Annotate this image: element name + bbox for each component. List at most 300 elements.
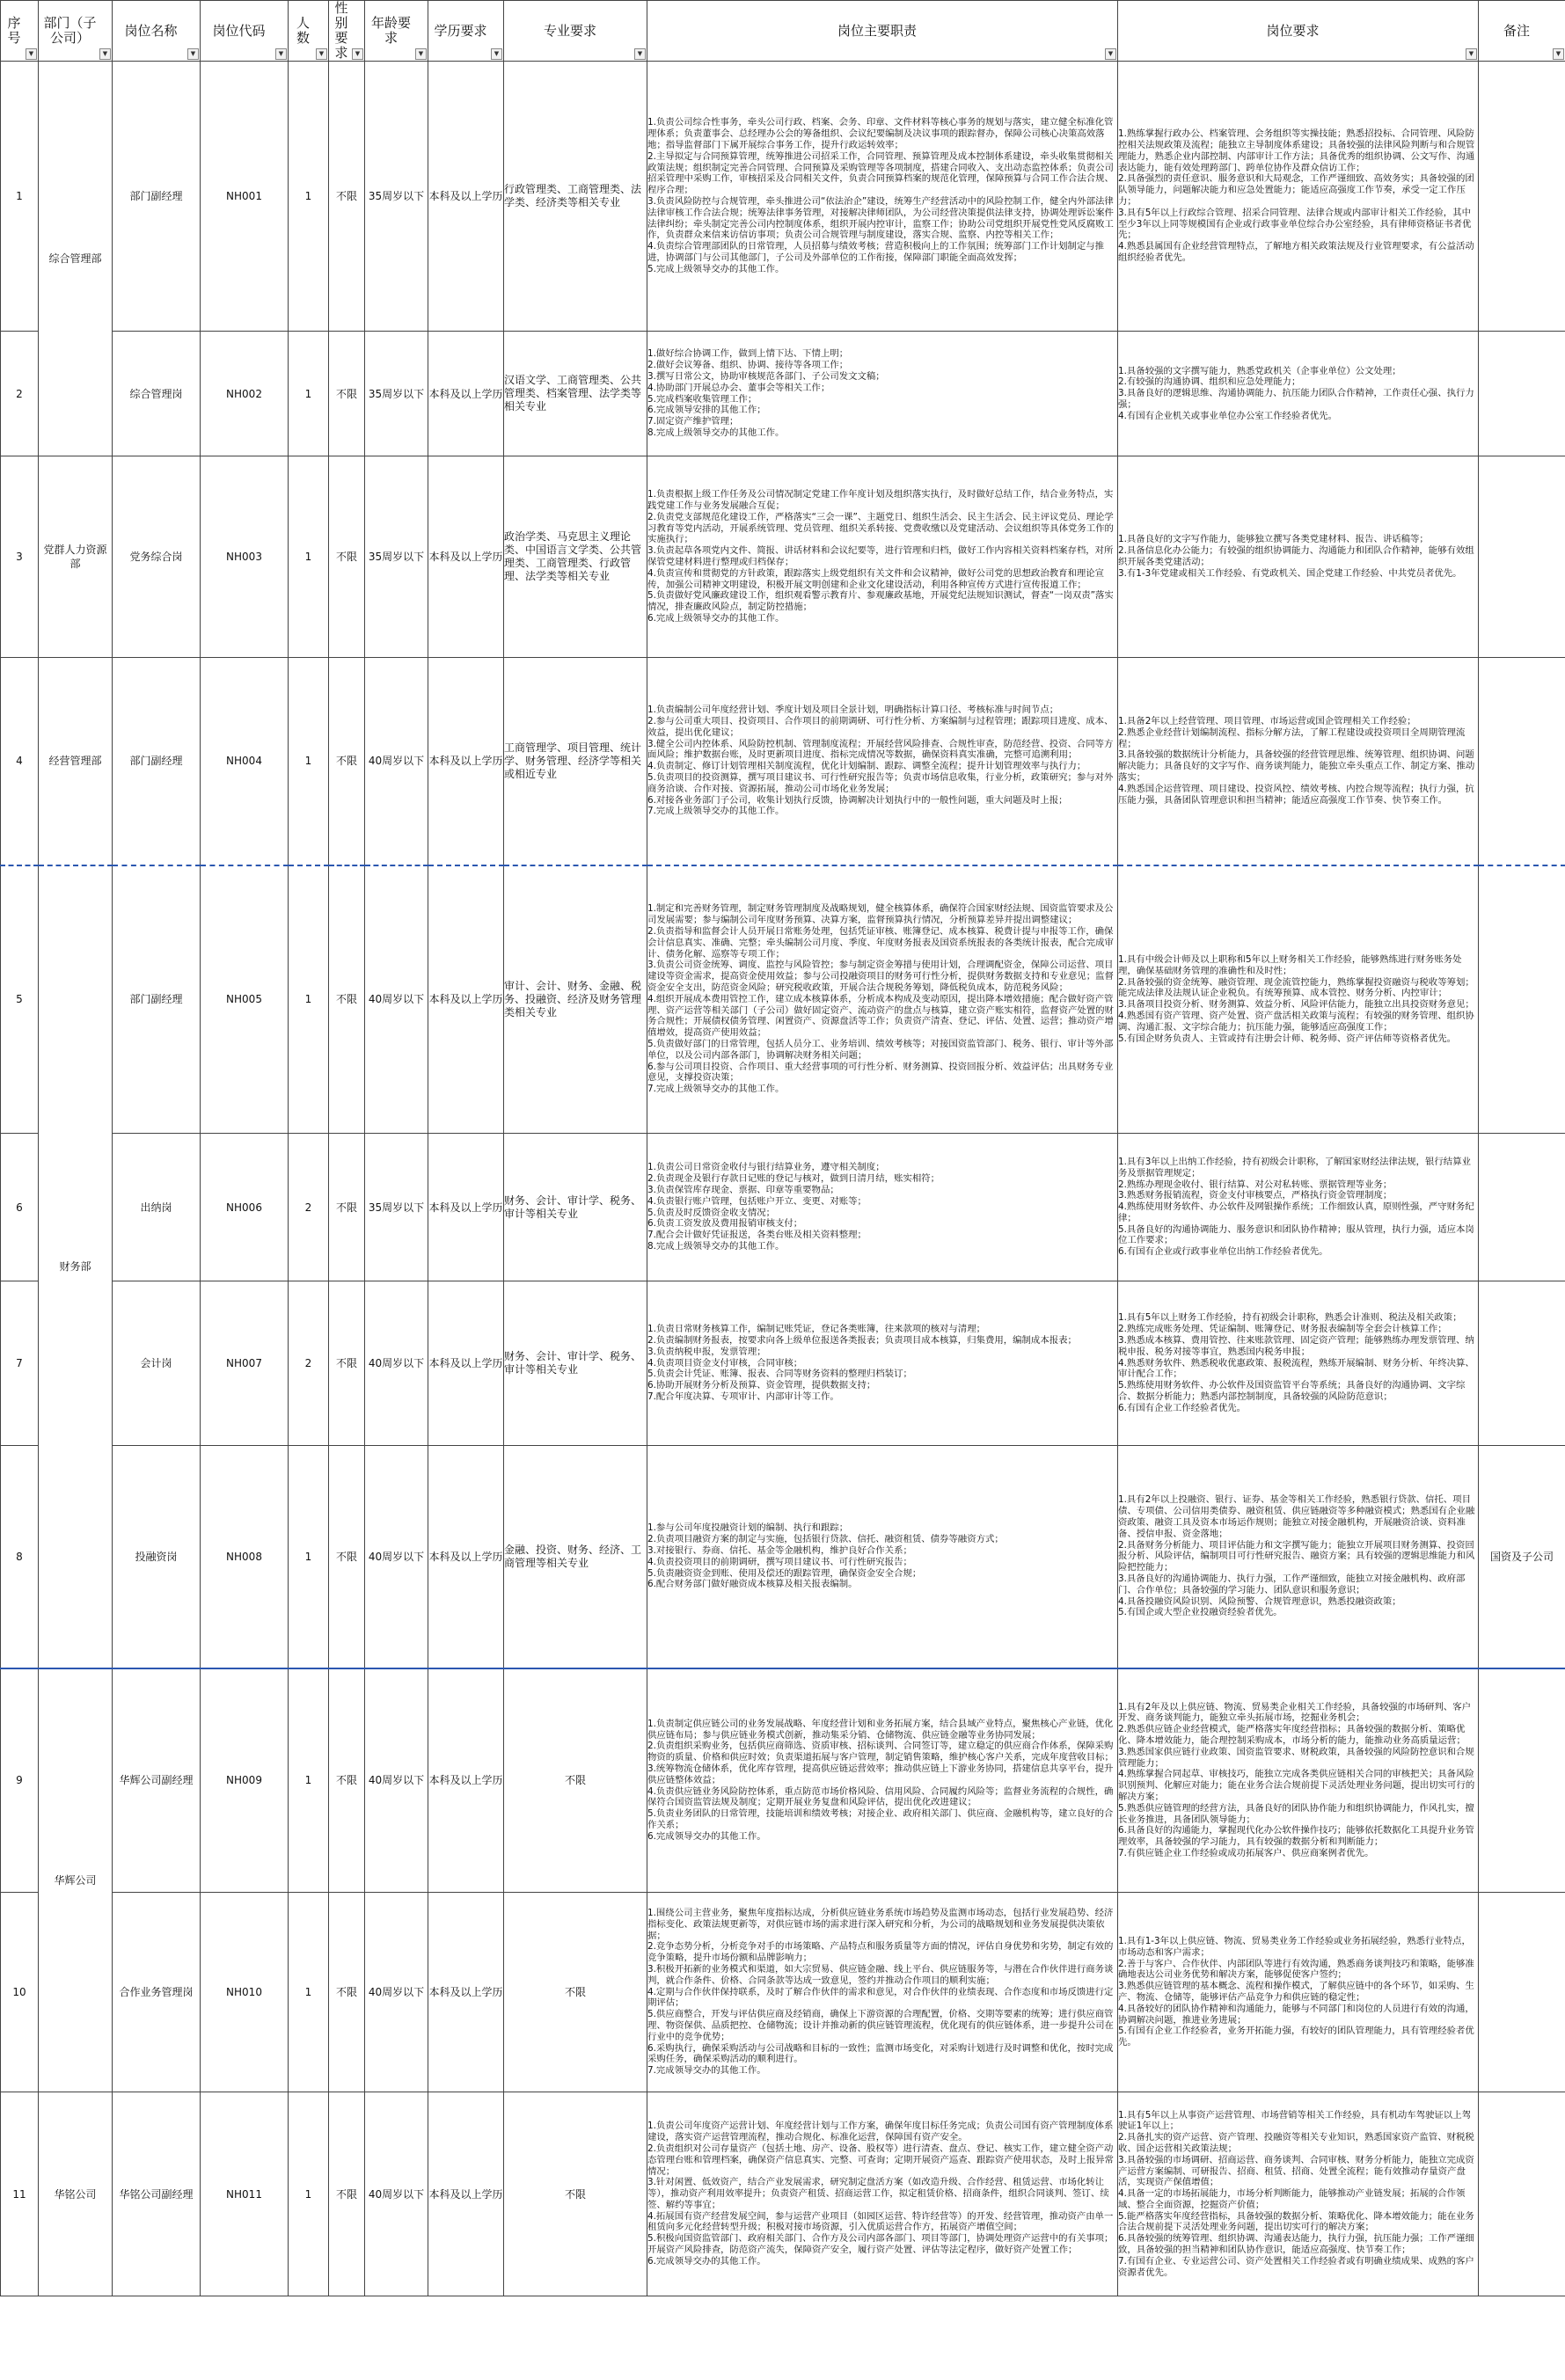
requirement-line: 1.熟练掌握行政办公、档案管理、会务组织等实操技能；熟悉招投标、合同管理、风险防控相关法规政策及流程；能独立主导制度体系建设；具备较强的法律风险判断与和合规管理能力，熟悉企业内部控制、内部审计工作方法；具备优秀的组织协调、公文写作、沟通表达能力，能有效处理跨部门、跨单位协作及群众信访工作； xyxy=(1118,128,1475,173)
filter-dropdown-icon[interactable]: ▼ xyxy=(187,48,199,60)
cell-duties xyxy=(647,332,1118,456)
duty-line: 3.撰写日常公文，协助审核规范各部门、子公司发文文稿； xyxy=(647,370,885,382)
cell-headcount: 1 xyxy=(289,1893,329,2092)
col-header-label: 岗位名称 xyxy=(124,22,178,39)
requirement-line: 6.具备良好的沟通能力，掌握现代化办公软件操作技巧；能够依托数据化工具提升业务管理效率，具备较强的学习能力，具有较强的数据分析和判断能力； xyxy=(1118,1825,1474,1848)
col-header-reqs xyxy=(1118,1,1479,62)
col-header-age xyxy=(365,1,428,62)
duty-line: 6.负责工资发放及费用报销审核支付； xyxy=(647,1218,803,1230)
duty-line: 2.负责指导和监督会计人员开展日常账务处理，包括凭证审核、账簿登记、成本核算、税费计提与申报等工作，确保会计信息真实、准确、完整；牵头编制公司月度、季度、年度财务报表及国资系统报表的各类统计报表，配合完成审计、债务化解、巡察等专项工作； xyxy=(647,926,1114,960)
duty-line: 3.针对闲置、低效资产，结合产业发展需求，研究制定盘活方案（如改造升级、合作经营、租赁运营、市场化转让等），推动资产利用效率提升；负责资产租赁、招商运营工作，拟定租赁价格、招商条件，组织合同谈判、签订、续签、解约等事宜； xyxy=(647,2177,1109,2210)
requirement-line: 6.有国有企业工作经验者优先。 xyxy=(1118,1402,1246,1413)
cell-position-name: 华铭公司副经理 xyxy=(113,2092,201,2296)
duty-line: 3.负责风险防控与合规管理，牵头推进公司“依法治企”建设，统筹生产经营活动中的风险控制工作，健全内外部法律法律审核工作合法合规；统筹法律事务管理，对接解决律师团队，为公司经营决策提供法律支持，协调处理诉讼案件法律纠纷；牵头制定完善公司内控制度体系，组织开展内控审计，监察工作；协助公司党组织开展党性党风反腐败工作，负责群众来信来访信访事项；负责公司合规管理与制度建设，落实合规、监察、内控等相关工作； xyxy=(647,196,1114,241)
table-body xyxy=(1,62,1565,2296)
col-header-no xyxy=(1,1,39,62)
cell-age: 40周岁以下 xyxy=(365,2092,428,2296)
col-header-duties xyxy=(647,1,1118,62)
cell-department: 华辉公司 xyxy=(39,1668,113,2092)
col-header-count xyxy=(289,1,329,62)
cell-position-name: 投融资岗 xyxy=(113,1446,201,1668)
duty-line: 2.主导拟定与合同预算管理，统筹推进公司招采工作，合同管理、预算管理及成本控制体系建设，牵头收集贯彻相关政策法规；组织制定完善合同管理、合同预算及采购管理等各项制度，搭建合同收入、支出动态监控体系；负责公司招采管理中采购工作，审核招采及合同相关文件，负责合同预算档案的规范化管理，保障预算与合同工作合法合规、程序合理； xyxy=(647,150,1114,196)
requirement-line: 4.熟悉财务软件、熟悉税收优惠政策、报税流程，熟练开展编制、财务分析、年终决算、审计配合工作； xyxy=(1118,1357,1474,1380)
cell-department: 华铭公司 xyxy=(39,2092,113,2296)
requirement-line: 1.具有中级会计师及以上职称和5年以上财务相关工作经验，能够熟练进行财务账务处理，确保基础财务管理的准确性和及时性； xyxy=(1118,954,1462,976)
cell-headcount: 1 xyxy=(289,1446,329,1668)
requirement-line: 2.善于与客户、合作伙伴、内部团队等进行有效沟通，熟悉商务谈判技巧和策略，能够准确地表达公司业务优势和解决方案，能够促使客户签约； xyxy=(1118,1958,1474,1981)
header-row xyxy=(1,1,1565,62)
duty-line: 4.负责宣传和贯彻党的方针政策，跟踪落实上级党组织有关文件和会议精神，做好公司党的思想政治教育和理论宣传，加强公司精神文明建设，积极开展文明创建和企业文化建设活动，利用各种宣传方式进行宣传报道工作； xyxy=(647,567,1105,590)
duty-line: 1.负责公司综合性事务，牵头公司行政、档案、会务、印章、文件材料等核心事务的规划与落实，建立健全标准化管理体系；负责董事会、总经理办公会的筹备组织、会议纪要编制及决议事项的跟踪督办，保障公司核心决策高效落地；指导监督部门下属开展综合事务工作，提升行政运转效率； xyxy=(647,117,1114,151)
duty-line: 6.完成领导交办的其他工作。 xyxy=(647,2255,766,2267)
duty-line: 6.协助开展财务分析及预算、资金管理，提供数据支持； xyxy=(647,1380,876,1391)
duty-line: 5.积极向国资监管部门、政府相关部门、合作方及公司内部各部门、项目等部门，协调处理资产运营中的有关事项；开展资产风险排查，防范资产流失，保障资产安全，履行资产处置、评估等法定程序，做好资产处置工作； xyxy=(647,2233,1114,2256)
duty-line: 2.负责编制财务报表，按要求向各上级单位报送各类报表；负责项目成本核算，归集费用，编制成本报表； xyxy=(647,1335,1077,1346)
requirement-line: 2.具备强烈的责任意识、服务意识和大局观念，工作严谨细致、高效务实；具备较强的团队领导能力，问题解决能力和应急处置能力；能适应高强度工作节奏，承受一定工作压力； xyxy=(1118,173,1474,207)
requirement-line: 1.具备较强的文字撰写能力，熟悉党政机关（企事业单位）公文处理； xyxy=(1118,365,1401,376)
cell-position-code: NH002 xyxy=(201,332,289,456)
cell-major: 不限 xyxy=(504,2092,647,2296)
filter-dropdown-icon[interactable]: ▼ xyxy=(1105,48,1116,60)
requirement-line: 3.具备较强的数据统计分析能力，具备较强的经营管理思维、统筹管理、组织协调、问题解决能力；具备良好的文字写作、商务谈判能力，能独立牵头重点工作、制定方案、推动落实； xyxy=(1118,749,1475,784)
col-header-gender xyxy=(329,1,365,62)
duty-line: 7.完成领导交办的其他工作。 xyxy=(647,2065,766,2077)
table-row xyxy=(1,62,1565,332)
col-header-label: 人数 xyxy=(296,15,310,46)
requirement-line: 7.有国有企业、专业运营公司、资产处置相关工作经验者或有明确业绩成果、成熟的客户资源者优先。 xyxy=(1118,2255,1474,2278)
duty-line: 3.负责纳税申报，发票管理； xyxy=(647,1346,766,1357)
cell-duties xyxy=(647,456,1118,658)
requirement-line: 3.具备项目投资分析、财务测算、效益分析、风险评估能力，能独立出具投资财务意见； xyxy=(1118,999,1474,1011)
duty-line: 5.负责会计凭证、账簿、报表、合同等财务资料的整理归档装订； xyxy=(647,1369,912,1380)
cell-education: 本科及以上学历 xyxy=(428,332,504,456)
cell-major: 政治学类、马克思主义理论类、中国语言文学类、公共管理类、工商管理类、行政管理、法学类等相关专业 xyxy=(504,456,647,658)
cell-headcount: 1 xyxy=(289,2092,329,2296)
requirement-line: 5.有国有企业工作经验者，业务开拓能力强，有较好的团队管理能力，具有管理经验者优先。 xyxy=(1118,2026,1474,2048)
cell-requirements xyxy=(1118,1446,1479,1668)
col-header-label: 专业要求 xyxy=(543,22,596,39)
col-header-label: 性别要求 xyxy=(334,0,348,61)
requirement-line: 4.熟悉国有资产管理、资产处置、资产盘活相关政策与流程；有较强的财务管理、组织协调、沟通汇报、文字综合能力；抗压能力强，能够适应高强度工作； xyxy=(1118,1011,1474,1033)
filter-dropdown-icon[interactable]: ▼ xyxy=(99,48,111,60)
requirement-line: 2.具备较强的资金统筹、融资管理、现金流管控能力，熟练掌握投资融资与税收等筹划；能完成法律及法规认证企业税负。有统筹预算、成本管控、财务分析、内控审计； xyxy=(1118,976,1474,999)
table-row xyxy=(1,1281,1565,1446)
table-row xyxy=(1,332,1565,456)
duty-line: 1.负责制定供应链公司的业务发展战略、年度经营计划和业务拓展方案，结合县域产业特点，聚焦核心产业链，优化供应链布局；参与供应链业务模式创新，推动集采分销、仓储物流、供应链金融等业务协同发展； xyxy=(647,1718,1114,1741)
table-row xyxy=(1,1893,1565,2092)
requirement-line: 1.具有2年以上投融资、银行、证券、基金等相关工作经验，熟悉银行贷款、信托、项目债、专项债、公司信用类债券、融资租赁、供应链融资等多种融资模式；熟悉国有企业融资政策、融资工具及资本市场运作规则；能独立对接金融机构，开展融资洽谈、资料准备、授信申报、资金落地； xyxy=(1118,1494,1475,1539)
duty-line: 4.负责供应链业务风险防控体系，重点防范市场价格风险、信用风险、合同履约风险等；监督业务流程的合规性，确保符合国资监管法规及制度；定期开展业务复盘和风险评估，提出优化改进建议； xyxy=(647,1785,1114,1808)
requirement-line: 6.有国有企业或行政事业单位出纳工作经验者优先。 xyxy=(1118,1246,1328,1258)
col-header-label: 部门（子公司） xyxy=(43,15,97,46)
duty-line: 7.完成上级领导交办的其他工作。 xyxy=(647,806,785,817)
cell-department: 党群人力资源部 xyxy=(39,456,113,658)
cell-position-code: NH003 xyxy=(201,456,289,658)
duty-line: 2.负责组织采购业务，包括供应商筛选、资质审核、招标谈判、合同签订等，建立稳定的供应商合作体系，保障采购物资的质量、价格和供应时效；负责渠道拓展与客户管理，制定销售策略，维护核心客户关系，完成年度营收目标； xyxy=(647,1741,1114,1763)
duty-line: 6.参与公司项目投资、合作项目、重大经营事项的可行性分析、财务测算、投资回报分析、效益评估；出具财务专业意见，支撑投资决策； xyxy=(647,1061,1114,1084)
cell-major: 财务、会计、审计学、税务、审计等相关专业 xyxy=(504,1134,647,1281)
cell-position-name: 部门副经理 xyxy=(113,658,201,865)
duty-line: 3.积极开拓新的业务模式和渠道，如大宗贸易、供应链金融、线上平台、供应链服务等，与潜在合作伙伴进行商务谈判，就合作条件、价格、合同条款等达成一致意见，签约并推动合作项目的顺利实施； xyxy=(647,1964,1114,1986)
col-header-label: 序号 xyxy=(7,15,21,46)
cell-education: 本科及以上学历 xyxy=(428,62,504,332)
duty-line: 5.负责业务团队的日常管理，技能培训和绩效考核；对接企业、政府相关部门、供应商、金融机构等，建立良好的合作关系； xyxy=(647,1808,1114,1831)
requirement-line: 4.熟悉国企运营管理、项目建设、投资风控、绩效考核、内控合规等流程；执行力强，抗压能力强，具备团队管理意识和担当精神；能适应高强度工作节奏、快节奏工作。 xyxy=(1118,783,1474,806)
col-header-edu xyxy=(428,1,504,62)
duty-line: 2.负责组织对公司存量资产（包括土地、房产、设备、股权等）进行清查、盘点、登记、核实工作，建立健全资产动态管理台账和管理档案，确保资产信息真实、完整、可查询；定期开展资产巡查、跟踪资产使用状态，及时上报异常情况； xyxy=(647,2143,1114,2177)
duty-line: 4.负责综合管理部团队的日常管理，人员招募与绩效考核；营造积极向上的工作氛围；统筹部门工作计划制定与推进，协调部门与公司其他部门，子公司及外部单位的工作衔接，保障部门职能全面高效发挥； xyxy=(647,241,1105,263)
requirement-line: 3.熟悉供应链管理的基本概念、流程和操作模式，了解供应链中的各个环节，如采购、生产、物流、仓储等，能够评估产品竞争力和供应链的稳定性； xyxy=(1118,1981,1474,2003)
cell-requirements xyxy=(1118,1893,1479,2092)
duty-line: 4.定期与合作伙伴保持联系，及时了解合作伙伴的需求和意见，对合作伙伴的业绩表现、合作态度和市场反馈进行定期评估； xyxy=(647,1986,1114,2009)
cell-no: 5 xyxy=(1,865,39,1134)
duty-line: 4.负责制定、修订计划管理相关制度流程，优化计划编制、跟踪、调整全流程；提升计划管理效率与执行力； xyxy=(647,761,1086,772)
cell-age: 40周岁以下 xyxy=(365,1281,428,1446)
requirement-line: 2.熟悉供应链企业经营模式，能严格落实年度经营指标；具备较强的数据分析、策略优化、降本增效能力，能合理控制采购成本，市场分析的能力，能推动业务高质量运营； xyxy=(1118,1724,1466,1747)
cell-age: 35周岁以下 xyxy=(365,456,428,658)
requirement-line: 3.具有5年以上行政综合管理、招采合同管理、法律合规或内部审计相关工作经验，其中至少3年以上同等规模国有企业或行政事业单位综合办公室经验，具有律师资格证书者优先； xyxy=(1118,207,1472,241)
cell-duties xyxy=(647,1893,1118,2092)
filter-dropdown-icon[interactable]: ▼ xyxy=(634,48,646,60)
cell-gender: 不限 xyxy=(329,865,365,1134)
duty-line: 1.做好综合协调工作，做到上情下达、下情上明； xyxy=(647,348,849,360)
cell-requirements xyxy=(1118,1134,1479,1281)
cell-gender: 不限 xyxy=(329,1668,365,1893)
filter-dropdown-icon[interactable]: ▼ xyxy=(415,48,427,60)
col-header-label: 学历要求 xyxy=(434,22,487,39)
filter-dropdown-icon[interactable]: ▼ xyxy=(26,48,37,60)
duty-line: 5.供应商整合，开发与评估供应商及经销商，确保上下游资源的合理配置，价格、交期等要素的统筹；进行供应商管理、物资保供、品质把控、仓储物流；设计并推动新的供应链管理流程，优化现有的供应链体系，进一步提升公司在行业中的竞争优势； xyxy=(647,2009,1114,2042)
cell-no: 4 xyxy=(1,658,39,865)
duty-line: 3.负责保管库存现金、票据、印章等重要物品； xyxy=(647,1184,839,1195)
requirement-line: 2.熟练完成账务处理、凭证编制、账簿登记、财务报表编制等全套会计核算工作； xyxy=(1118,1324,1447,1335)
cell-requirements xyxy=(1118,332,1479,456)
duty-line: 6.配合财务部门做好融资成本核算及相关报表编制。 xyxy=(647,1579,858,1590)
duty-line: 1.参与公司年度投融资计划的编制、执行和跟踪； xyxy=(647,1522,849,1534)
cell-requirements xyxy=(1118,456,1479,658)
requirement-line: 1.具有3年以上出纳工作经验，持有初级会计职称，了解国家财经法律法规，银行结算业务及票据管理规定； xyxy=(1118,1156,1471,1179)
cell-department: 财务部 xyxy=(39,865,113,1668)
cell-department: 综合管理部 xyxy=(39,62,113,456)
duty-line: 4.组织开展成本费用管控工作，建立成本核算体系，分析成本构成及变动原因，提出降本增效措施；配合做好资产管理、资产运营等相关部门（子公司）做好固定资产、流动资产的盘点与核算，建立资产账实相符，监督资产处置的财务合规性；开展债权债务管理、闲置资产、资源盘活等工作；负责资产清查、登记、评估、处置、运营；推动资产增值增效，提高资产使用效益； xyxy=(647,993,1114,1039)
cell-position-name: 党务综合岗 xyxy=(113,456,201,658)
cell-requirements xyxy=(1118,658,1479,865)
requirement-line: 4.具备一定的市场拓展能力，市场分析判断能力，能够推动产业链发展；拓展的合作领域、整合全面资源，挖掘资产价值； xyxy=(1118,2188,1466,2210)
col-header-dept xyxy=(39,1,113,62)
cell-duties xyxy=(647,2092,1118,2296)
requirement-line: 6.具备较强的统筹管理、组织协调、沟通表达能力，执行力强，抗压能力强；工作严谨细致，具备较强的担当精神和团队协作意识，能适应高强度、快节奏工作； xyxy=(1118,2233,1474,2256)
requirement-line: 3.熟悉财务报销流程，资金支付审核要点，严格执行资金管理制度； xyxy=(1118,1190,1393,1201)
requirement-line: 1.具有5年以上财务工作经验，持有初级会计职称，熟悉会计准则、税法及相关政策； xyxy=(1118,1312,1462,1324)
cell-note xyxy=(1479,1134,1565,1281)
cell-position-code: NH005 xyxy=(201,865,289,1134)
cell-position-code: NH007 xyxy=(201,1281,289,1446)
col-header-spec xyxy=(504,1,647,62)
cell-position-name: 合作业务管理岗 xyxy=(113,1893,201,2092)
duty-line: 1.负责编制公司年度经营计划、季度计划及项目全景计划，明确指标计算口径、考核标准与时间节点； xyxy=(647,705,1059,716)
requirement-line: 1.具有5年以上从事资产运营管理、市场营销等相关工作经验，具有机动车驾驶证以上驾驶证1年以上； xyxy=(1118,2109,1471,2132)
cell-no: 8 xyxy=(1,1446,39,1668)
requirement-line: 5.熟练使用财务软件、办公软件及国资监管平台等系统；具备良好的沟通协调、文字综合、数据分析能力；熟悉内部控制制度，具备较强的风险防范意识； xyxy=(1118,1380,1466,1402)
cell-headcount: 1 xyxy=(289,658,329,865)
cell-gender: 不限 xyxy=(329,658,365,865)
cell-position-code: NH004 xyxy=(201,658,289,865)
duty-line: 5.负责做好部门的日常管理，包括人员分工、业务培训、绩效考核等；对接国资监管部门、税务、银行、审计等外部单位，以及公司内部各部门，协调解决财务相关问题； xyxy=(647,1039,1114,1061)
cell-note xyxy=(1479,658,1565,865)
duty-line: 1.制定和完善财务管理，制定财务管理制度及战略规划，健全核算体系，确保符合国家财经法规、国资监管要求及公司发展需要；参与编制公司年度财务预算、决算方案，监督预算执行情况，分析预算差异并提出调整建议； xyxy=(647,903,1114,926)
cell-department: 经营管理部 xyxy=(39,658,113,865)
duty-line: 6.完成领导交办的其他工作。 xyxy=(647,1830,766,1842)
cell-position-name: 部门副经理 xyxy=(113,865,201,1134)
duty-line: 6.对接各业务部门子公司，收集计划执行反馈，协调解决计划执行中的一般性问题，重大问题及时上报； xyxy=(647,794,1068,806)
cell-education: 本科及以上学历 xyxy=(428,1281,504,1446)
requirement-line: 2.具备扎实的资产运营、资产管理、投融资等相关专业知识，熟悉国家资产监管、财税税收、国企运营相关政策法规； xyxy=(1118,2132,1474,2154)
cell-duties xyxy=(647,1281,1118,1446)
cell-position-code: NH001 xyxy=(201,62,289,332)
duty-line: 1.负责根据上级工作任务及公司情况制定党建工作年度计划及组织落实执行，及时做好总结工作，结合业务特点，实践党建工作与业务发展融合互促； xyxy=(647,489,1114,512)
cell-duties xyxy=(647,1446,1118,1668)
cell-education: 本科及以上学历 xyxy=(428,865,504,1134)
cell-no: 3 xyxy=(1,456,39,658)
cell-education: 本科及以上学历 xyxy=(428,456,504,658)
cell-age: 40周岁以下 xyxy=(365,1446,428,1668)
duty-line: 3.健全公司内控体系、风险防控机制、管理制度流程；开展经营风险排查、合规性审查，防范经营、投资、合同等方面风险；维护数据台账，及时更新项目进度、指标完成情况等数据，确保资料真实准确，完整可追溯利用； xyxy=(647,738,1114,761)
requirement-line: 2.熟练办理现金收付、银行结算、对公对私转账、票据管理等业务； xyxy=(1118,1179,1393,1190)
duty-line: 2.竞争态势分析，分析竞争对手的市场策略、产品特点和服务质量等方面的情况，评估自身优势和劣势，制定有效的竞争策略，提升市场份额和品牌影响力； xyxy=(647,1941,1114,1964)
duty-line: 1.负责日常财务核算工作，编制记账凭证，登记各类账簿，往来款项的核对与清理； xyxy=(647,1324,985,1335)
cell-no: 6 xyxy=(1,1134,39,1281)
requirement-line: 4.具备投融资风险识别、风险预警、合规管理意识，熟悉投融资政策； xyxy=(1118,1595,1401,1607)
cell-duties xyxy=(647,865,1118,1134)
cell-note xyxy=(1479,456,1565,658)
col-header-label: 备注 xyxy=(1503,22,1530,39)
duty-line: 5.完成档案收集管理工作； xyxy=(647,393,757,405)
cell-age: 40周岁以下 xyxy=(365,1668,428,1893)
cell-major: 工商管理学、项目管理、统计学、财务管理、经济学等相关或相近专业 xyxy=(504,658,647,865)
cell-requirements xyxy=(1118,865,1479,1134)
cell-education: 本科及以上学历 xyxy=(428,2092,504,2296)
duty-line: 7.完成上级领导交办的其他工作。 xyxy=(647,1084,785,1095)
cell-age: 40周岁以下 xyxy=(365,865,428,1134)
table-row xyxy=(1,658,1565,865)
cell-headcount: 1 xyxy=(289,865,329,1134)
duty-line: 8.完成上级领导交办的其他工作。 xyxy=(647,1240,785,1252)
requirement-line: 3.具备良好的逻辑思维、沟通协调能力、抗压能力团队合作精神，工作责任心强、执行力强； xyxy=(1118,388,1474,410)
requirement-line: 2.具备财务分析能力、项目评估能力和文字撰写能力；能独立开展项目财务测算、投资回报分析、风险评估，编制项目可行性研究报告、融资方案；具有较强的逻辑思维能力和风险把控能力； xyxy=(1118,1539,1475,1573)
duty-line: 5.负责及时反馈资金收支情况； xyxy=(647,1207,775,1218)
cell-gender: 不限 xyxy=(329,1281,365,1446)
cell-note xyxy=(1479,1281,1565,1446)
cell-requirements xyxy=(1118,2092,1479,2296)
cell-note: 国资及子公司 xyxy=(1479,1446,1565,1668)
cell-gender: 不限 xyxy=(329,62,365,332)
cell-major: 汉语文学、工商管理类、公共管理类、档案管理、法学类等相关专业 xyxy=(504,332,647,456)
duty-line: 5.负责做好党风廉政建设工作，组织观看警示教育片、参观廉政基地，开展党纪法规知识测试，督查“一岗双责”落实情况，排查廉政风险点，制定防控措施； xyxy=(647,590,1114,613)
cell-no: 2 xyxy=(1,332,39,456)
cell-requirements xyxy=(1118,62,1479,332)
cell-note xyxy=(1479,62,1565,332)
duty-line: 7.固定资产维护管理； xyxy=(647,416,739,427)
requirement-line: 5.有国企财务负责人、主管或持有注册会计师、税务师、资产评估师等资格者优先。 xyxy=(1118,1033,1456,1044)
cell-requirements xyxy=(1118,1281,1479,1446)
cell-education: 本科及以上学历 xyxy=(428,1446,504,1668)
requirement-line: 1.具有1-3年以上供应链、物流、贸易类业务工作经验或业务拓展经验，熟悉行业特点，市场动态和客户需求； xyxy=(1118,1936,1471,1958)
requirement-line: 3.具备良好的沟通协调能力、执行力强，工作严谨细致，能独立对接金融机构、政府部门、合作单位；具备较强的学习能力、团队意识和服务意识； xyxy=(1118,1573,1466,1595)
cell-gender: 不限 xyxy=(329,332,365,456)
duty-line: 2.做好会议筹备、组织、协调、接待等各项工作； xyxy=(647,360,849,371)
table-row xyxy=(1,1446,1565,1668)
cell-headcount: 1 xyxy=(289,456,329,658)
duty-line: 4.拓展国有资产经营发展空间，参与运营产业项目（如园区运营、特许经营等）的开发、经营管理，推动资产由单一租赁向多元化经营转型升级；积极对接市场资源，引入优质运营合作方，拓展资产增值空间； xyxy=(647,2210,1114,2233)
requirement-line: 1.具备良好的文字写作能力，能够独立撰写各类党建材料、报告、讲话稿等； xyxy=(1118,534,1429,545)
duty-line: 7.配合会计做好凭证报送，各类台账及相关资料整理； xyxy=(647,1230,867,1241)
cell-age: 40周岁以下 xyxy=(365,658,428,865)
table-row xyxy=(1,1134,1565,1281)
requirement-line: 4.熟练使用财务软件、办公软件及网银操作系统；工作细致认真，原则性强，严守财务纪律； xyxy=(1118,1201,1474,1223)
cell-no: 10 xyxy=(1,1893,39,2092)
duty-line: 4.负责银行账户管理，包括账户开立、变更、对账等； xyxy=(647,1195,867,1207)
cell-education: 本科及以上学历 xyxy=(428,1668,504,1893)
duty-line: 2.负责现金及银行存款日记账的登记与核对，做到日清月结，账实相符； xyxy=(647,1173,940,1185)
duty-line: 6.完成领导安排的其他工作； xyxy=(647,405,766,416)
cell-position-code: NH010 xyxy=(201,1893,289,2092)
cell-headcount: 1 xyxy=(289,62,329,332)
cell-position-code: NH006 xyxy=(201,1134,289,1281)
requirement-line: 4.熟练掌握合同起草、审核技巧，能独立完成各类供应链相关合同的审核把关；具备风险识别预判、化解应对能力；能在业务合法合规前提下灵活处理业务问题，提出切实可行的解决方案； xyxy=(1118,1769,1475,1803)
cell-gender: 不限 xyxy=(329,456,365,658)
cell-position-code: NH008 xyxy=(201,1446,289,1668)
requirement-line: 1.具备2年以上经营管理、项目管理、市场运营或国企管理相关工作经验； xyxy=(1118,716,1416,727)
col-header-label: 年龄要求 xyxy=(370,15,411,46)
cell-no: 11 xyxy=(1,2092,39,2296)
cell-position-name: 华辉公司副经理 xyxy=(113,1668,201,1893)
cell-no: 1 xyxy=(1,62,39,332)
cell-age: 35周岁以下 xyxy=(365,332,428,456)
filter-dropdown-icon[interactable]: ▼ xyxy=(1466,48,1477,60)
duty-line: 6.采购执行，确保采购活动与公司战略和目标的一致性；监测市场变化，对采购计划进行及时调整和优化，按时完成采购任务，确保采购活动的顺利进行。 xyxy=(647,2042,1114,2065)
cell-headcount: 1 xyxy=(289,332,329,456)
cell-education: 本科及以上学历 xyxy=(428,1134,504,1281)
cell-duties xyxy=(647,658,1118,865)
cell-no: 9 xyxy=(1,1668,39,1893)
filter-dropdown-icon[interactable]: ▼ xyxy=(1553,48,1564,60)
duty-line: 6.完成上级领导交办的其他工作。 xyxy=(647,612,785,624)
requirement-line: 5.能严格落实年度经营指标，具备较强的数据分析、策略优化、降本增效能力；能在业务合法合规前提下灵活处理业务问题，提出切实可行的解决方案； xyxy=(1118,2210,1474,2233)
requirement-line: 1.具有2年及以上供应链、物流、贸易类企业相关工作经验，具备较强的市场研判、客户开发、商务谈判能力，能独立牵头拓展市场，挖掘业务机会； xyxy=(1118,1701,1471,1724)
requirement-line: 3.具备较强的市场调研、招商运营、商务谈判、合同审核、财务分析能力，能独立完成资产运营方案编制、可研报告、招商、租赁、招商、处置全流程；能有效推动存量资产盘活，实现资产保值增值； xyxy=(1118,2154,1474,2188)
cell-headcount: 1 xyxy=(289,1668,329,1893)
cell-position-name: 部门副经理 xyxy=(113,62,201,332)
requirement-line: 5.具备良好的沟通协调能力、服务意识和团队协作精神；服从管理，执行力强，适应本岗位工作要求； xyxy=(1118,1223,1474,1246)
filter-dropdown-icon[interactable]: ▼ xyxy=(316,48,327,60)
cell-age: 35周岁以下 xyxy=(365,62,428,332)
duty-line: 1.围绕公司主营业务，聚焦年度指标达成，分析供应链业务系统市场趋势及监测市场动态，包括行业发展趋势、经济指标变化、政策法规更新等，对供应链市场的需求进行深入研究和分析，为公司的战略规划和业务发展提供决策依据； xyxy=(647,1908,1114,1941)
cell-note xyxy=(1479,332,1565,456)
table-row xyxy=(1,865,1565,1134)
cell-requirements xyxy=(1118,1668,1479,1893)
cell-headcount: 2 xyxy=(289,1134,329,1281)
duty-line: 2.参与公司重大项目、投资项目、合作项目的前期调研、可行性分析、方案编制与过程管理；跟踪项目进度、成本、效益，提出优化建议； xyxy=(647,716,1114,738)
cell-major: 不限 xyxy=(504,1668,647,1893)
duty-line: 3.负责公司资金统筹、调度、监控与风险管控；参与制定资金筹措与使用计划，合理调配资金，保障公司运营、项目建设等资金需求，提高资金使用效益；参与公司投融资项目的财务可行性分析，提供财务数据支持和专业意见；监督资金安全支出，防范资金风险；研究税收政策，开展合法合规税务筹划，降低税负成本，防范税务风险； xyxy=(647,960,1114,994)
table-row xyxy=(1,2092,1565,2296)
cell-duties xyxy=(647,62,1118,332)
col-header-code xyxy=(201,1,289,62)
duty-line: 1.负责公司年度资产运营计划、年度经营计划与工作方案，确保年度目标任务完成；负责公司国有资产管理制度体系建设，落实资产运营管理流程，推动合规化、标准化运营，保障国有资产安全。 xyxy=(647,2121,1114,2143)
duty-line: 2.负责党支部规范化建设工作，严格落实“三会一课”、主题党日、组织生活会、民主生活会、民主评议党员、理论学习教育等党内活动，开展系统管理、党员管理、组织关系转接、党费收缴以及党建活动、会议组织等具体党务工作的实施执行； xyxy=(647,511,1114,545)
filter-dropdown-icon[interactable]: ▼ xyxy=(491,48,502,60)
cell-position-name: 会计岗 xyxy=(113,1281,201,1446)
cell-gender: 不限 xyxy=(329,2092,365,2296)
cell-note xyxy=(1479,1668,1565,1893)
cell-no: 7 xyxy=(1,1281,39,1446)
duty-line: 4.负责投资项目的前期调研，撰写项目建议书、可行性研究报告； xyxy=(647,1556,912,1567)
requirement-line: 3.有1-3年党建或相关工作经验、有党政机关、国企党建工作经验、中共党员者优先。 xyxy=(1118,567,1462,579)
requirement-line: 2.具备信息化办公能力；有较强的组织协调能力、沟通能力和团队合作精神，能够有效组织开展各类党建活动； xyxy=(1118,545,1474,567)
filter-dropdown-icon[interactable]: ▼ xyxy=(352,48,363,60)
cell-position-name: 综合管理岗 xyxy=(113,332,201,456)
duty-line: 5.完成上级领导交办的其他工作。 xyxy=(647,263,785,274)
requirement-line: 2.熟悉企业经营计划编制流程、指标分解方法，了解工程建设或投资项目全周期管理流程； xyxy=(1118,726,1466,749)
duty-line: 5.负责项目的投资测算，撰写项目建议书、可行性研究报告等；负责市场信息收集，行业分析，政策研究；参与对外商务洽谈、合作对接、资源拓展，推动公司市场化业务发展； xyxy=(647,772,1114,794)
cell-note xyxy=(1479,865,1565,1134)
cell-major: 财务、会计、审计学、税务、审计等相关专业 xyxy=(504,1281,647,1446)
cell-education: 本科及以上学历 xyxy=(428,658,504,865)
duty-line: 1.负责公司日常资金收付与银行结算业务，遵守相关制度； xyxy=(647,1162,885,1173)
requirement-line: 3.熟悉国家供应链行业政策、国资监管要求、财税政策，具备较强的风险防控意识和合规管理能力； xyxy=(1118,1746,1474,1769)
cell-gender: 不限 xyxy=(329,1446,365,1668)
cell-major: 行政管理类、工商管理类、法学类、经济类等相关专业 xyxy=(504,62,647,332)
requirement-line: 2.有较强的沟通协调、组织和应急处理能力； xyxy=(1118,376,1301,388)
cell-note xyxy=(1479,1893,1565,2092)
table-row xyxy=(1,456,1565,658)
cell-position-code: NH011 xyxy=(201,2092,289,2296)
cell-education: 本科及以上学历 xyxy=(428,1893,504,2092)
col-header-label: 岗位主要职责 xyxy=(837,22,917,39)
cell-headcount: 2 xyxy=(289,1281,329,1446)
cell-age: 40周岁以下 xyxy=(365,1893,428,2092)
table-row xyxy=(1,1668,1565,1893)
requirement-line: 7.有供应链企业工作经验或成功拓展客户、供应商案例者优先。 xyxy=(1118,1848,1374,1859)
cell-major: 不限 xyxy=(504,1893,647,2092)
requirement-line: 3.熟悉成本核算、费用管控、往来账款管理、固定资产管理；能够熟练办理发票管理、纳税申报、税务对接等事宜，熟悉国内税务申报； xyxy=(1118,1335,1474,1357)
cell-age: 35周岁以下 xyxy=(365,1134,428,1281)
duty-line: 5.负责融资资金到账、使用及偿还的跟踪管理，确保资金安全合规； xyxy=(647,1567,922,1579)
duty-line: 4.负责项目资金支付审核，合同审核； xyxy=(647,1357,803,1369)
cell-gender: 不限 xyxy=(329,1134,365,1281)
col-header-note xyxy=(1479,1,1565,62)
cell-duties xyxy=(647,1134,1118,1281)
cell-position-name: 出纳岗 xyxy=(113,1134,201,1281)
duty-line: 2.负责项目融资方案的制定与实施，包括银行贷款、信托、融资租赁、债券等融资方式； xyxy=(647,1534,1004,1545)
duty-line: 8.完成上级领导交办的其他工作。 xyxy=(647,427,785,438)
col-header-label: 岗位要求 xyxy=(1266,22,1320,39)
duty-line: 3.统筹物流仓储体系，优化库存管理，提高供应链运营效率；推动供应链上下游业务协同，搭建信息共享平台，提升供应链整体效益； xyxy=(647,1763,1114,1785)
duty-line: 4.协助部门开展总办会、董事会等相关工作； xyxy=(647,382,830,393)
cell-position-code: NH009 xyxy=(201,1668,289,1893)
requirement-line: 5.有国企或大型企业投融资经验者优先。 xyxy=(1118,1607,1283,1618)
cell-duties xyxy=(647,1668,1118,1893)
col-header-label: 岗位代码 xyxy=(212,22,266,39)
requirement-line: 4.有国有企业机关或事业单位办公室工作经验者优先。 xyxy=(1118,410,1337,421)
requirement-line: 4.具备较好的团队协作精神和沟通能力，能够与不同部门和岗位的人员进行有效的沟通，协调解决问题，推进业务进展； xyxy=(1118,2003,1474,2026)
duty-line: 3.对接银行、券商、信托、基金等金融机构，维护良好合作关系； xyxy=(647,1544,912,1556)
duty-line: 7.配合年度决算、专项审计、内部审计等工作。 xyxy=(647,1391,839,1402)
filter-dropdown-icon[interactable]: ▼ xyxy=(275,48,287,60)
requirement-line: 4.熟悉县属国有企业经营管理特点，了解地方相关政策法规及行业管理要求，有公益活动组织经验者优先。 xyxy=(1118,241,1474,263)
col-header-name xyxy=(113,1,201,62)
cell-major: 审计、会计、财务、金融、税务、投融资、经济及财务管理类相关专业 xyxy=(504,865,647,1134)
